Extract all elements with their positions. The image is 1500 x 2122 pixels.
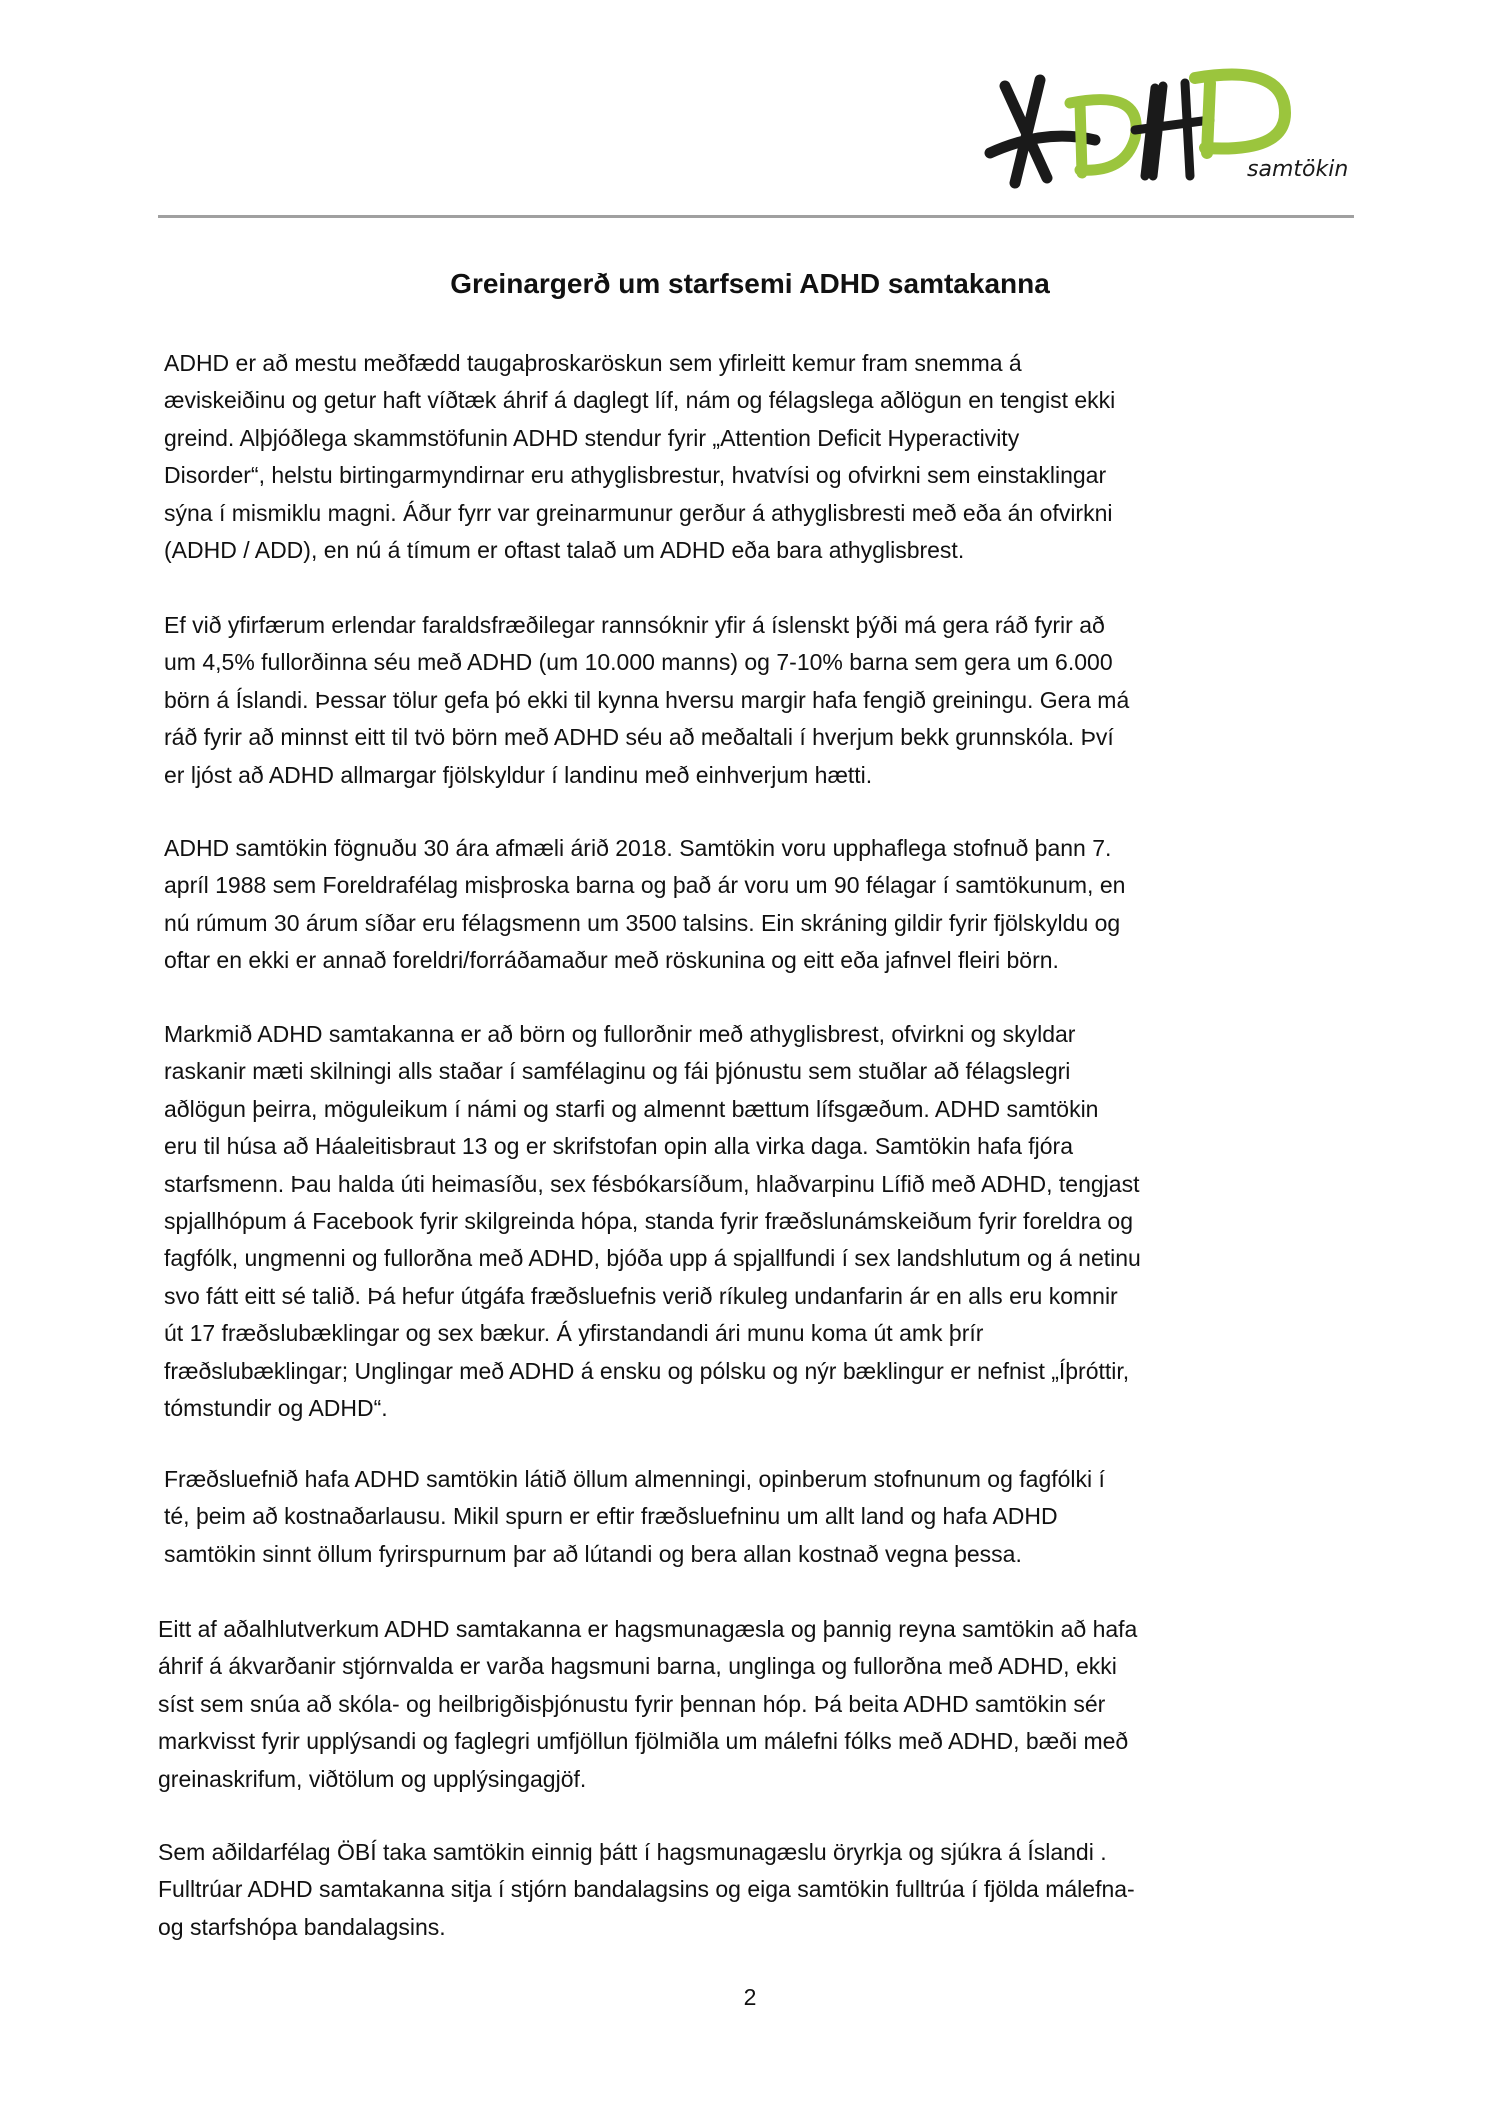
text-line: raskanir mæti skilningi alls staðar í samfélaginu og fái þjónustu sem stuðlar að félagslegri — [164, 1058, 1071, 1085]
text-line: síst sem snúa að skóla- og heilbrigðisþjónustu fyrir þennan hóp. Þá beita ADHD samtökin sér — [158, 1690, 1106, 1717]
text-line: samtökin sinnt öllum fyrirspurnum þar að lútandi og bera allan kostnað vegna þessa. — [164, 1540, 1022, 1567]
paragraph-obi — [158, 1834, 1135, 1946]
text-line: Fræðsluefnið hafa ADHD samtökin látið öllum almenningi, opinberum stofnunum og fagfólki í — [164, 1466, 1105, 1492]
text-line: spjallhópum á Facebook fyrir skilgreinda hópa, standa fyrir fræðslunámskeiðum fyrir foreldra og — [164, 1208, 1133, 1235]
text-line: ADHD samtökin fögnuðu 30 ára afmæli árið 2018. Samtökin voru upphaflega stofnuð þann 7. — [164, 835, 1112, 861]
text-line: ráð fyrir að minnst eitt til tvö börn með ADHD séu að meðaltali í hverjum bekk grunnskóla. Því — [164, 724, 1114, 751]
text-line: börn á Íslandi. Þessar tölur gefa þó ekki til kynna hversu margir hafa fengið greiningu. Gera má — [164, 686, 1130, 713]
text-line: aðlögun þeirra, möguleikum í námi og starfi og almennt bættum lífsgæðum. ADHD samtökin — [164, 1095, 1099, 1122]
text-line: eru til húsa að Háaleitisbraut 13 og er skrifstofan opin alla virka daga. Samtökin hafa fjóra — [164, 1133, 1074, 1160]
text-line: Disorder“, helstu birtingarmyndirnar eru athyglisbrestur, hvatvísi og ofvirkni sem einstaklingar — [164, 462, 1107, 489]
paragraph-intro — [164, 345, 1115, 569]
paragraph-goals — [164, 1016, 1141, 1427]
text-line: ADHD er að mestu meðfædd taugaþroskaröskun sem yfirleitt kemur fram snemma á — [164, 350, 1022, 376]
text-line: apríl 1988 sem Foreldrafélag misþroska barna og það ár voru um 90 félagar í samtökunum, en — [164, 872, 1126, 899]
paragraph-advocacy — [158, 1611, 1137, 1798]
document-title: Greinargerð um starfsemi ADHD samtakanna — [450, 268, 1050, 299]
header-divider — [158, 215, 1354, 218]
text-line: fagfólk, ungmenni og fullorðna með ADHD, bjóða upp á spjallfundi í sex landshlutum og á netinu — [164, 1245, 1141, 1272]
text-line: æviskeiðinu og getur haft víðtæk áhrif á daglegt líf, nám og félagslega aðlögun en tengist ekki — [164, 387, 1116, 414]
svg-text:samtökin: samtökin — [1247, 157, 1349, 182]
text-line: Fulltrúar ADHD samtakanna sitja í stjórn bandalagsins og eiga samtökin fulltrúa í fjölda málefna- — [158, 1876, 1135, 1903]
text-line: starfsmenn. Þau halda úti heimasíðu, sex fésbókarsíðum, hlaðvarpinu Lífið með ADHD, tengjast — [164, 1170, 1140, 1197]
paragraph-history — [164, 830, 1125, 980]
text-line: Sem aðildarfélag ÖBÍ taka samtökin einnig þátt í hagsmunagæslu öryrkja og sjúkra á Íslandi . — [158, 1839, 1107, 1865]
paragraph-prevalence — [164, 607, 1129, 794]
text-line: tómstundir og ADHD“. — [164, 1395, 388, 1422]
text-line: greinaskrifum, viðtölum og upplýsingagjöf. — [158, 1765, 587, 1792]
text-line: út 17 fræðslubæklingar og sex bækur. Á yfirstandandi ári munu koma út amk þrír — [164, 1320, 984, 1347]
text-line: áhrif á ákvarðanir stjórnvalda er varða hagsmuni barna, unglinga og fullorðna með ADHD, ekki — [158, 1653, 1117, 1680]
text-line: (ADHD / ADD), en nú á tímum er oftast talað um ADHD eða bara athyglisbrest. — [164, 537, 965, 564]
paragraph-materials — [164, 1461, 1105, 1573]
page-number: 2 — [743, 1984, 757, 2010]
text-line: Ef við yfirfærum erlendar faraldsfræðilegar rannsóknir yfir á íslenskt þýði má gera ráð fyrir að — [164, 612, 1105, 638]
text-line: er ljóst að ADHD allmargar fjölskyldur í landinu með einhverjum hætti. — [164, 761, 873, 788]
text-line: sýna í mismiklu magni. Áður fyrr var greinarmunur gerður á athyglisbresti með eða án ofvirkni — [164, 499, 1113, 526]
adhd-samtokin-logo — [985, 58, 1349, 198]
text-line: markvisst fyrir upplýsandi og faglegri umfjöllun fjölmiðla um málefni fólks með ADHD, bæði með — [158, 1728, 1129, 1755]
text-line: té, þeim að kostnaðarlausu. Mikil spurn er eftir fræðsluefninu um allt land og hafa ADHD — [164, 1503, 1058, 1530]
text-line: um 4,5% fullorðinna séu með ADHD (um 10.000 manns) og 7-10% barna sem gera um 6.000 — [164, 649, 1113, 676]
text-line: Eitt af aðalhlutverkum ADHD samtakanna er hagsmunagæsla og þannig reyna samtökin að hafa — [158, 1616, 1138, 1642]
text-line: fræðslubæklingar; Unglingar með ADHD á ensku og pólsku og nýr bæklingur er nefnist „Íþróttir, — [164, 1357, 1130, 1384]
text-line: svo fátt eitt sé talið. Þá hefur útgáfa fræðsluefnis verið ríkuleg undanfarin ár en alls eru komnir — [164, 1282, 1118, 1309]
text-line: greind. Alþjóðlega skammstöfunin ADHD stendur fyrir „Attention Deficit Hyperactivity — [164, 424, 1020, 451]
text-line: og starfshópa bandalagsins. — [158, 1913, 446, 1940]
text-line: oftar en ekki er annað foreldri/forráðamaður með röskunina og eitt eða jafnvel fleiri börn. — [164, 947, 1059, 974]
text-line: nú rúmum 30 árum síðar eru félagsmenn um 3500 talsins. Ein skráning gildir fyrir fjölskyldu og — [164, 909, 1121, 936]
text-line: Markmið ADHD samtakanna er að börn og fullorðnir með athyglisbrest, ofvirkni og skyldar — [164, 1021, 1076, 1047]
